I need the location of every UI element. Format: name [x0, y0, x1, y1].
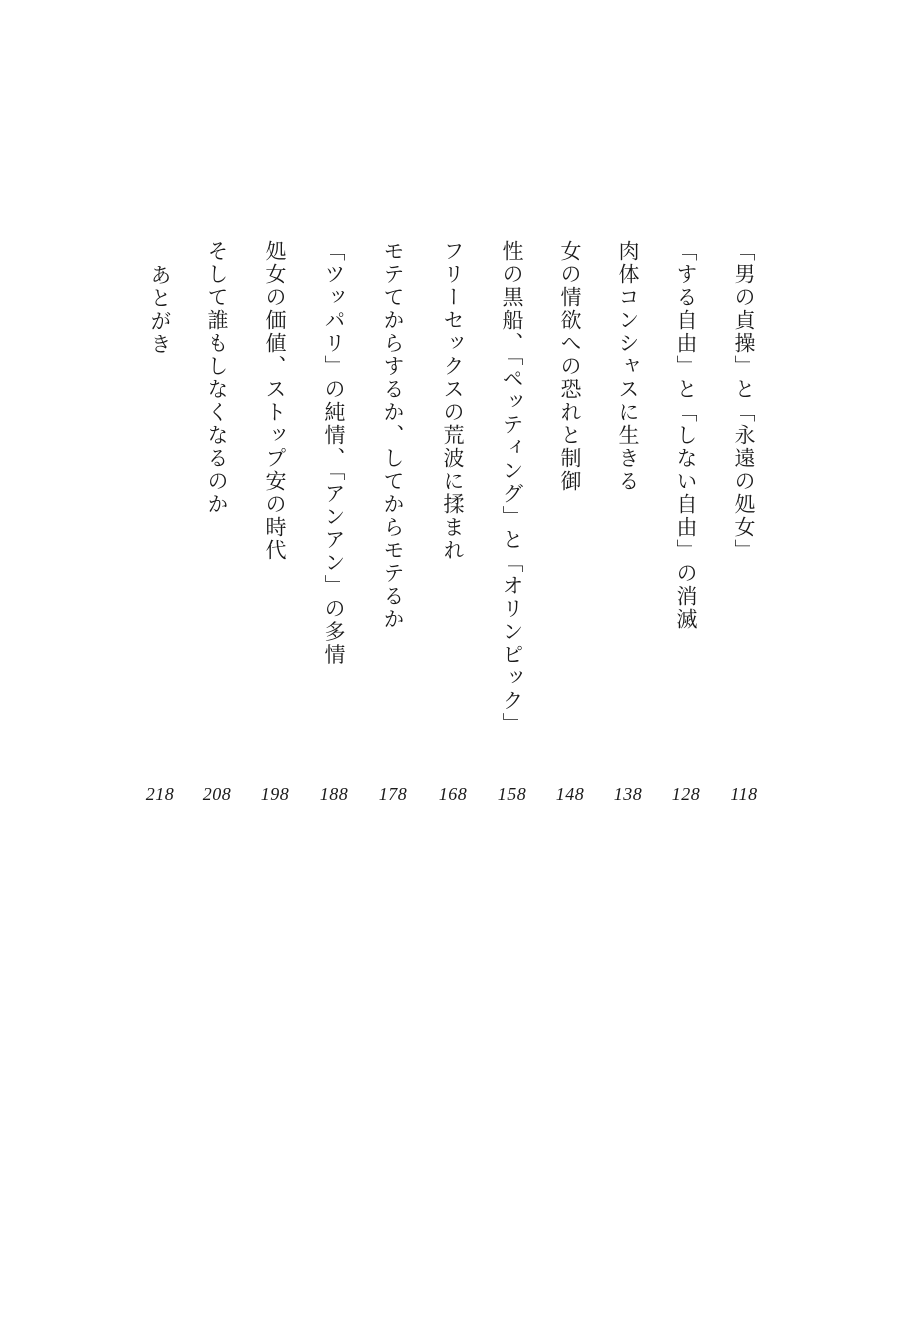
toc-entry-title: 「する自由」と「しない自由」の消滅 — [674, 240, 698, 631]
toc-entry-title: 性の黒船、「ペッティング」と「オリンピック」 — [500, 240, 524, 736]
toc-entry-title: あとがき — [148, 264, 172, 356]
toc-entry-title: 「ツッパリ」の純情、「アンアン」の多情 — [322, 240, 346, 667]
toc-entry-title: 「男の貞操」と「永遠の処女」 — [732, 240, 756, 562]
toc-entry[interactable] — [608, 0, 648, 820]
toc-entry[interactable] — [492, 0, 532, 820]
toc-entry[interactable] — [724, 0, 764, 820]
toc-entry-title: 女の情欲への恐れと制御 — [558, 240, 582, 493]
toc-entry[interactable] — [433, 0, 473, 820]
toc-entry-page: 198 — [260, 784, 290, 804]
toc-entry-title: そして誰もしなくなるのか — [205, 240, 229, 516]
toc-entry[interactable] — [373, 0, 413, 820]
toc-entry-page: 178 — [378, 784, 408, 804]
toc-entry-page: 208 — [202, 784, 232, 804]
toc-entry[interactable] — [666, 0, 706, 820]
toc-entry-title: モテてからするか、してからモテるか — [381, 240, 405, 631]
toc-entry-title: 処女の価値、ストップ安の時代 — [263, 240, 287, 562]
toc-entry-title: フリーセックスの荒波に揉まれ — [441, 240, 465, 562]
toc-entry-page: 138 — [613, 784, 643, 804]
toc-entry-title: 肉体コンシャスに生きる — [616, 240, 640, 493]
toc-entry-page: 148 — [555, 784, 585, 804]
toc-entry[interactable] — [550, 0, 590, 820]
toc-entry[interactable] — [255, 0, 295, 820]
toc-entry[interactable] — [140, 0, 180, 820]
toc-entry[interactable] — [314, 0, 354, 820]
toc-entry-page: 188 — [319, 784, 349, 804]
toc-entry-page: 158 — [497, 784, 527, 804]
toc-entry-page: 118 — [730, 784, 758, 804]
toc-entry-page: 128 — [671, 784, 701, 804]
toc-entry[interactable] — [197, 0, 237, 820]
toc-entry-page: 218 — [145, 784, 175, 804]
toc-entry-page: 168 — [438, 784, 468, 804]
